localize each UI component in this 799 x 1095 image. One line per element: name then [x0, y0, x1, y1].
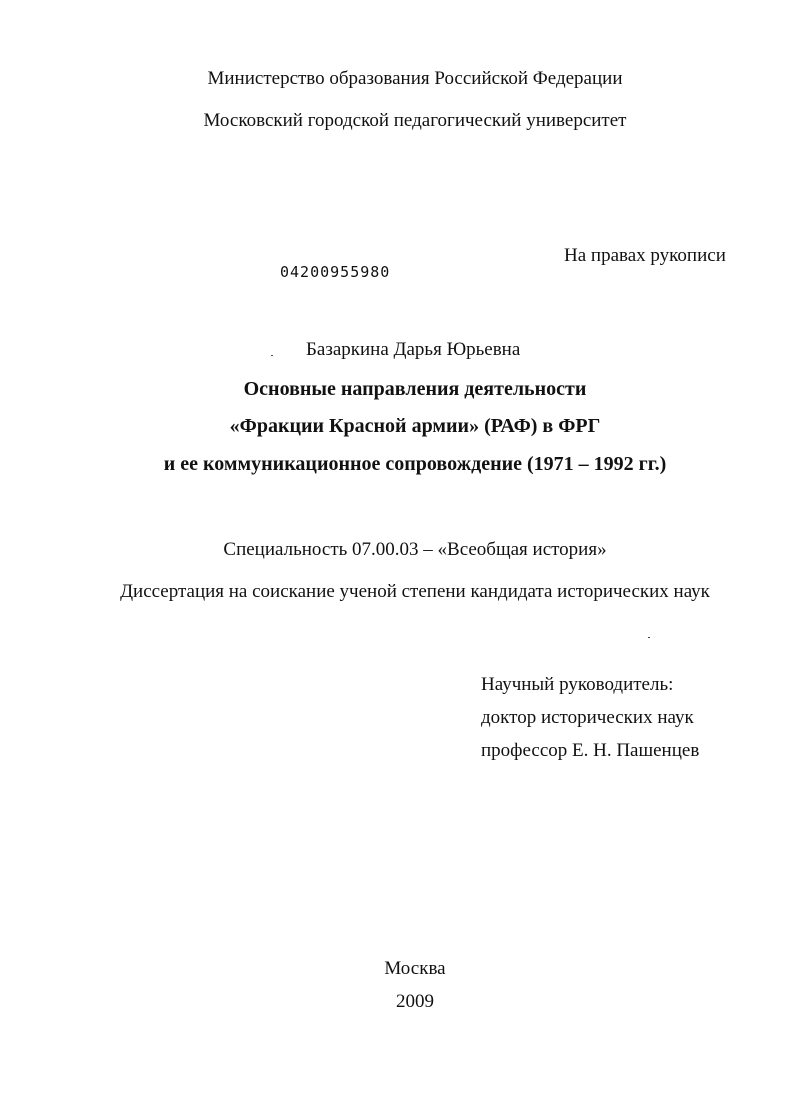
- degree-statement: Диссертация на соискание ученой степени кандидата исторических наук: [120, 581, 710, 602]
- city: Москва: [384, 958, 446, 979]
- registry-number: 04200955980: [280, 263, 391, 281]
- title-line-3: и ее коммуникационное сопровождение (1971 – 1992 гг.): [163, 453, 667, 475]
- year: 2009: [396, 991, 434, 1012]
- rights-note: На правах рукописи: [564, 245, 726, 266]
- supervisor-degree: доктор исторических наук: [481, 707, 694, 728]
- ministry-heading: Министерство образования Российской Федерации: [207, 68, 623, 89]
- title-line-1: Основные направления деятельности: [243, 378, 587, 400]
- specialty: Специальность 07.00.03 – «Всеобщая история»: [223, 539, 607, 560]
- university-heading: Московский городской педагогический университет: [203, 110, 627, 131]
- scan-speck: [648, 637, 650, 638]
- supervisor-label: Научный руководитель:: [481, 674, 674, 695]
- author-name: Базаркина Дарья Юрьевна: [306, 339, 521, 360]
- supervisor-name: профессор Е. Н. Пашенцев: [481, 740, 700, 761]
- title-line-2: «Фракции Красной армии» (РАФ) в ФРГ: [229, 415, 601, 437]
- scan-speck: [271, 355, 273, 356]
